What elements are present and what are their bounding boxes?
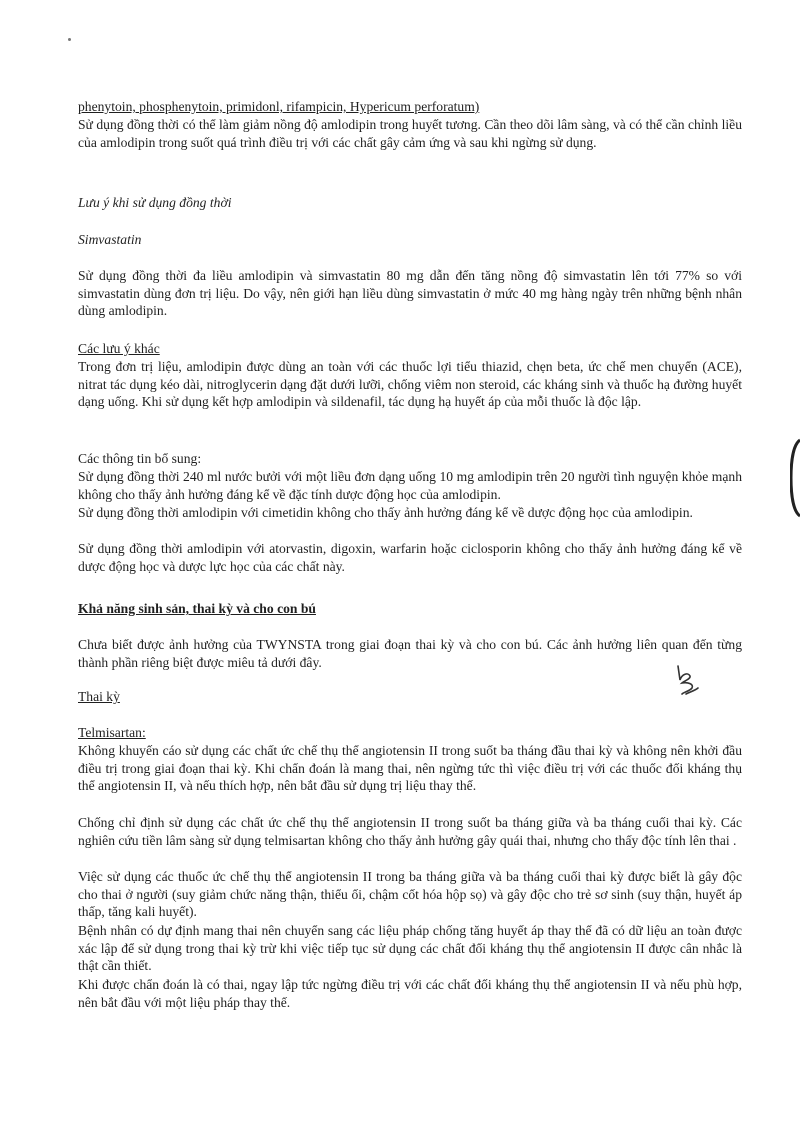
fertility-heading: Khả năng sinh sản, thai kỳ và cho con bú <box>78 601 316 616</box>
simvastatin-body: Sử dụng đồng thời đa liều amlodipin và simvastatin 80 mg dẫn đến tăng nồng độ simvastatin lên tới 77% so với simvastatin dùng đơn trị liệu. Do vậy, nên giới hạn liều dùng simvastatin ở mức 40 mg hàng ngày trên những bệnh nhân dùng amlodipin. <box>78 268 742 319</box>
pregnancy-heading: Thai kỳ <box>78 689 120 704</box>
additional-info-heading: Các thông tin bổ sung: <box>78 451 202 466</box>
telmisartan-subheading: Telmisartan: <box>78 725 146 740</box>
pregnancy-p5: Khi được chẩn đoán là có thai, ngay lập tức ngừng điều trị với các chất đối kháng thụ thể angiotensin II và nếu phù hợp, nên bắt đầu với một liệu pháp thay thế. <box>78 977 742 1010</box>
other-notes-heading: Các lưu ý khác <box>78 341 160 356</box>
pregnancy-p4: Bệnh nhân có dự định mang thai nên chuyển sang các liệu pháp chống tăng huyết áp thay thế đã có dữ liệu an toàn được xác lập để sử dụng trong thai kỳ trừ khi việc tiếp tục sử dụng các chất đối kháng thụ thể angiotensin II được cân nhắc là thật cần thiết. <box>78 923 742 974</box>
pregnancy-p2: Chống chỉ định sử dụng các chất ức chế thụ thể angiotensin II trong suốt ba tháng giữa và ba tháng cuối thai kỳ. Các nghiên cứu tiền lâm sàng sử dụng telmisartan không cho thấy ảnh hưởng gây quái thai, nhưng cho thấy độc tính lên thai . <box>78 815 742 848</box>
interactions-heading: phenytoin, phosphenytoin, primidonl, rifampicin, Hypericum perforatum) <box>78 99 480 114</box>
additional-info-p3: Sử dụng đồng thời amlodipin với atorvastin, digoxin, warfarin hoặc ciclosporin không cho thấy ảnh hưởng đáng kể về dược động học và dược lực học của các chất này. <box>78 541 742 574</box>
interactions-body: Sử dụng đồng thời có thể làm giảm nồng độ amlodipin trong huyết tương. Cần theo dõi lâm sàng, và có thể cần chỉnh liều của amlodipin trong suốt quá trình điều trị với các chất gây cảm ứng và sau khi ngừng sử dụng. <box>78 117 742 150</box>
additional-info-p1: Sử dụng đồng thời 240 ml nước bưởi với một liều đơn dạng uống 10 mg amlodipin trên 20 người tình nguyện khỏe mạnh không cho thấy ảnh hưởng đáng kể về đặc tính dược động học của amlodipin. <box>78 469 742 502</box>
caution-heading: Lưu ý khi sử dụng đồng thời <box>78 195 232 210</box>
additional-info-p2: Sử dụng đồng thời amlodipin với cimetidin không cho thấy ảnh hưởng đáng kể về dược động học của amlodipin. <box>78 505 693 520</box>
pregnancy-p1: Không khuyến cáo sử dụng các chất ức chế thụ thể angiotensin II trong suốt ba tháng đầu thai kỳ và không nên khởi đầu điều trị trong giai đoạn thai kỳ. Khi chẩn đoán là mang thai, nên ngừng tức thì việc điều trị với các thuốc đối kháng thụ thể angiotensin II, và nếu thích hợp, nên bắt đầu sử dụng trị liệu thay thế. <box>78 743 742 794</box>
page-edge-mark <box>790 438 800 518</box>
fertility-body: Chưa biết được ảnh hưởng của TWYNSTA trong giai đoạn thai kỳ và cho con bú. Các ảnh hưởng liên quan đến từng thành phần riêng biệt được miêu tả dưới đây. <box>78 637 742 670</box>
simvastatin-subheading: Simvastatin <box>78 232 142 247</box>
pregnancy-p3: Việc sử dụng các thuốc ức chế thụ thể angiotensin II trong ba tháng giữa và ba tháng cuối thai kỳ được biết là gây độc cho thai ở người (suy giảm chức năng thận, thiểu ối, chậm cốt hóa hộp sọ) và gây độc cho trẻ sơ sinh (suy thận, huyết áp thấp, tăng kali huyết). <box>78 869 742 920</box>
other-notes-body: Trong đơn trị liệu, amlodipin được dùng an toàn với các thuốc lợi tiểu thiazid, chẹn beta, ức chế men chuyển (ACE), nitrat tác dụng kéo dài, nitroglycerin dạng đặt dưới lưỡi, chống viêm non steroid, các kháng sinh và thuốc hạ đường huyết dạng uống. Khi sử dụng kết hợp amlodipin và sildenafil, tác dụng hạ huyết áp của mỗi thuốc là độc lập. <box>78 359 742 410</box>
scan-speck <box>68 38 71 41</box>
